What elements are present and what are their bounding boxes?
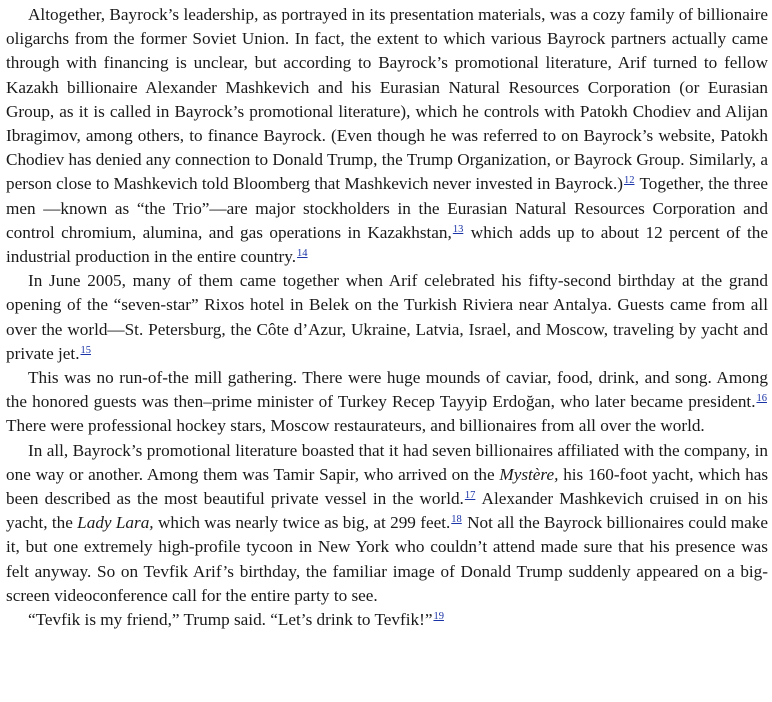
footnote-link-14[interactable]: 14 <box>297 248 308 260</box>
paragraph <box>6 269 768 366</box>
text-run: Alexander Mashkevich cruised in on his yacht, the <box>6 489 768 533</box>
footnote-link-18[interactable]: 18 <box>451 514 462 526</box>
text-run: Altogether, Bayrock’s leadership, as portrayed in its presentation materials, was a cozy family of billionaire oligarchs from the former Soviet Union. In fact, the extent to which various Bayrock partners actually came through with financing is unclear, but according to Bayrock’s promotional literature, Arif turned to fellow Kazakh billionaire Alexander Mashkevich and his Eurasian Natural Resources Corporation (or Eurasian Group, as it is called in Bayrock’s promotional literature), which he controls with Patokh Chodiev and Alijan Ibragimov, among others, to finance Bayrock. (Even though he was referred to on Bayrock’s website, Patokh Chodiev has denied any connection to Donald Trump, the Trump Organization, or Bayrock Group. Similarly, a person close to Mashkevich told Bloomberg that Mashkevich never invested in Bayrock.) <box>6 5 768 194</box>
text-run: Not all the Bayrock billionaires could make it, but one extremely high-profile tycoon in New York who couldn’t attend made sure that his presence was felt anyway. So on Tevfik Arif’s birthday, the familiar image of Donald Trump suddenly appeared on a big-screen videoconference call for the entire party to see. <box>6 513 768 605</box>
paragraph <box>6 366 768 439</box>
text-run: This was no run-of-the mill gathering. There were huge mounds of caviar, food, drink, and song. Among the honored guests was then–prime minister of Turkey Recep Tayyip Erdoğan, who later became president. <box>6 368 768 412</box>
text-run: There were professional hockey stars, Moscow restaurateurs, and billionaires from all over the world. <box>6 416 705 436</box>
footnote-link-16[interactable]: 16 <box>756 393 767 405</box>
italic-title: Lady Lara, <box>77 513 154 533</box>
paragraph <box>6 608 768 632</box>
footnote-link-12[interactable]: 12 <box>623 175 635 187</box>
italic-title: Mystère, <box>499 464 559 484</box>
text-run: which adds up to about 12 percent of the industrial production in the entire country. <box>6 222 768 267</box>
footnote-link-17[interactable]: 17 <box>464 490 476 502</box>
text-run: his 160-foot yacht, which has been described as the most beautiful private vessel in the world. <box>6 464 769 509</box>
text-run: Together, the three men —known as “the Trio”—are major stockholders in the Eurasian Natural Resources Corporation and control chromium, alumina, and gas operations in Kazakhstan, <box>6 174 768 242</box>
text-run: which was nearly twice as big, at 299 feet. <box>153 513 451 533</box>
paragraph <box>6 3 768 269</box>
text-run: In all, Bayrock’s promotional literature boasted that it had seven billionaires affiliated with the company, in one way or another. Among them was Tamir Sapir, who arrived on the <box>6 440 768 484</box>
text-run: “Tevfik is my friend,” Trump said. “Let’s drink to Tevfik!” <box>28 610 433 630</box>
footnote-link-19[interactable]: 19 <box>433 611 444 623</box>
text-run: In June 2005, many of them came together when Arif celebrated his fifty-second birthday at the grand opening of the “seven-star” Rixos hotel in Belek on the Turkish Riviera near Antalya. Guests came from all over the world—St. Petersburg, the Côte d’Azur, Ukraine, Latvia, Israel, and Moscow, traveling by yacht and private jet. <box>6 271 768 363</box>
footnote-link-13[interactable]: 13 <box>452 223 464 235</box>
paragraph <box>6 439 768 608</box>
footnote-link-15[interactable]: 15 <box>80 344 91 356</box>
